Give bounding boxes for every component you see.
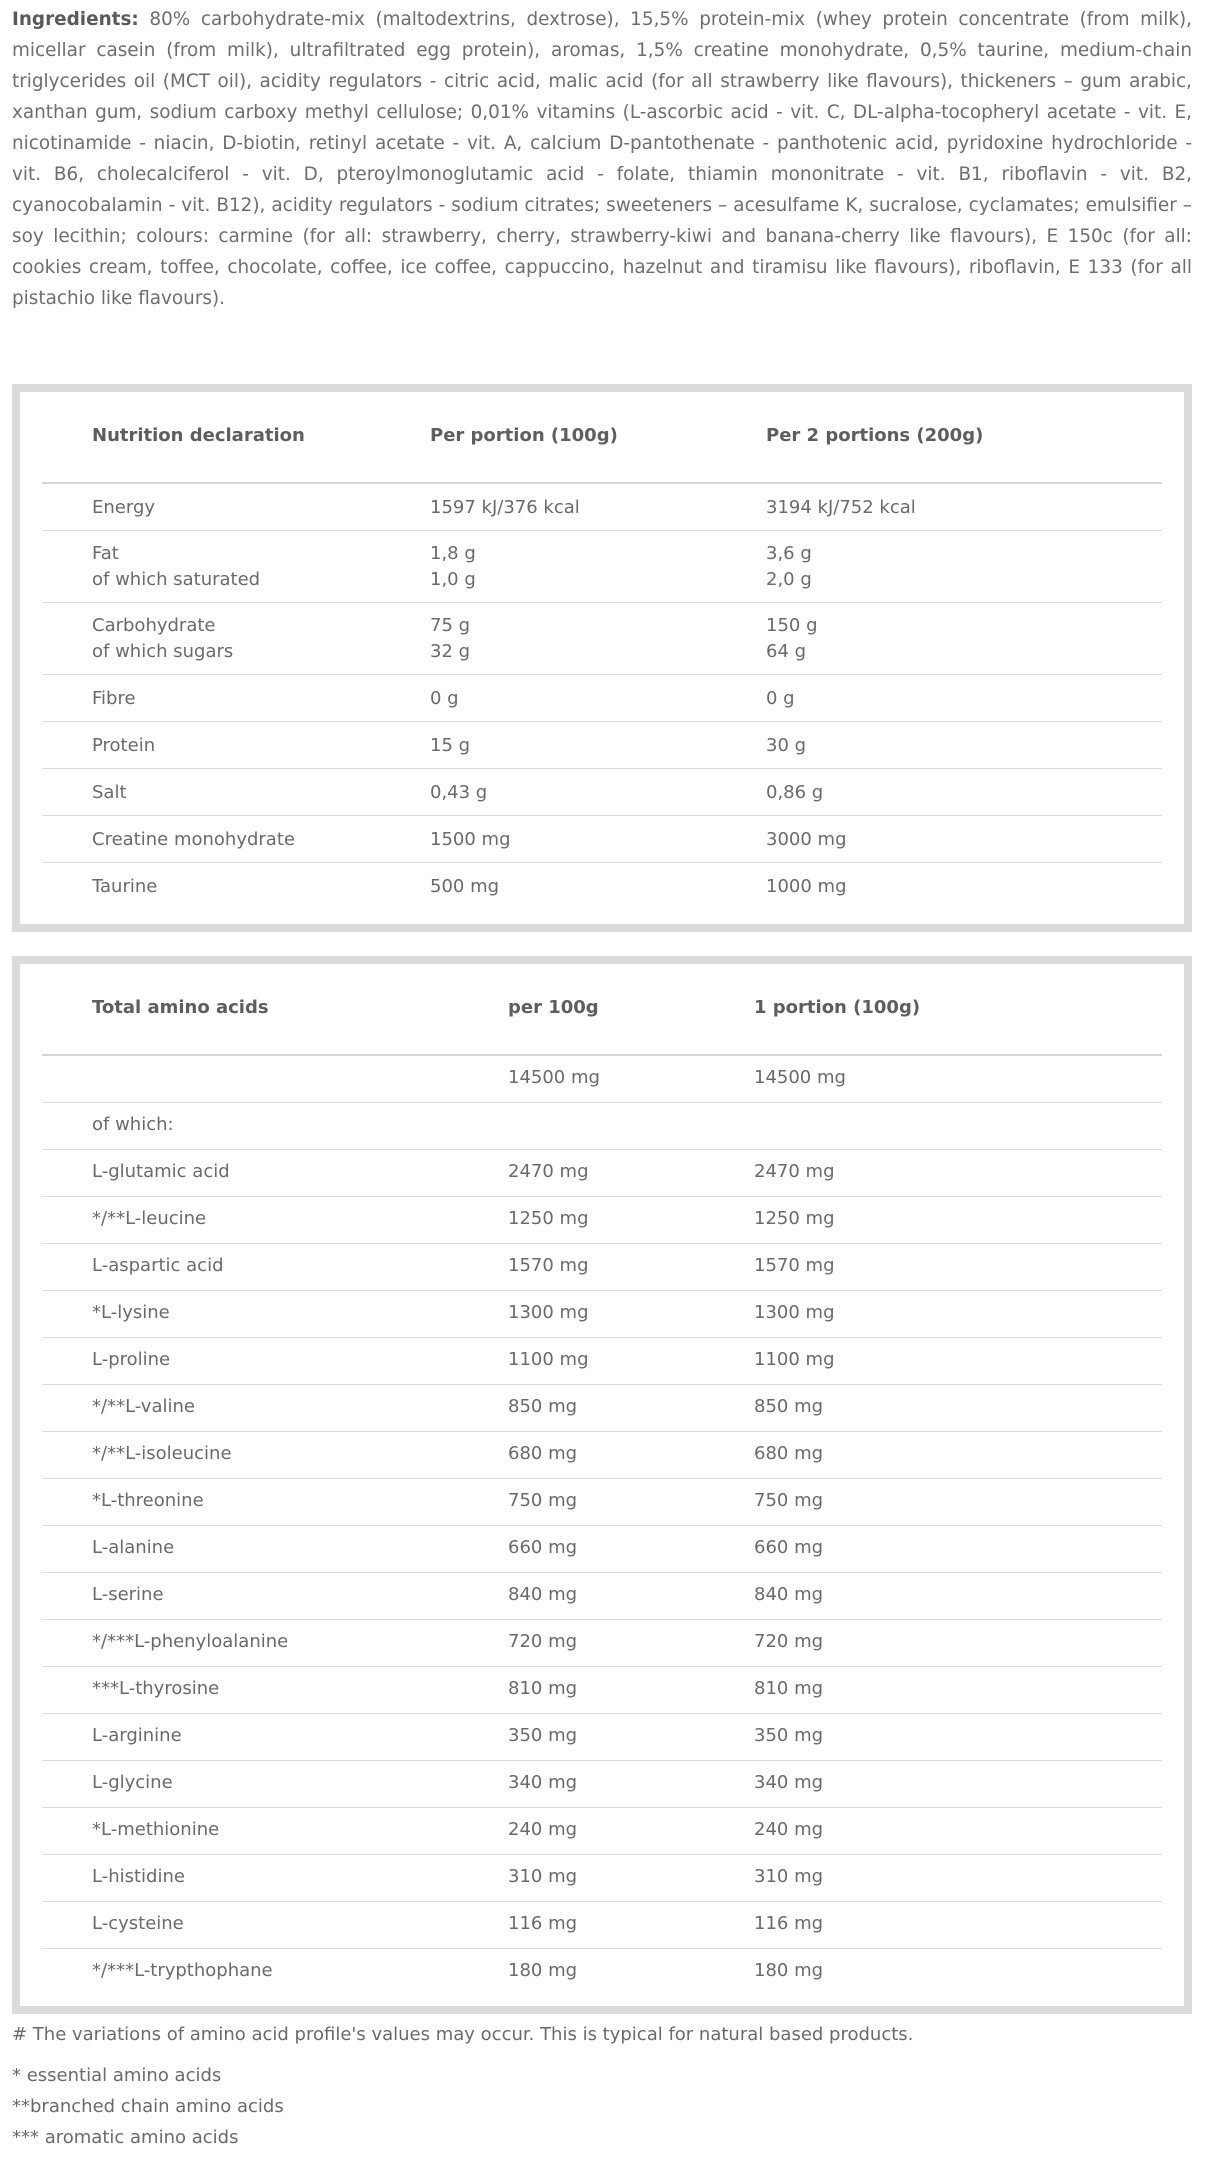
nutrition-row: [42, 769, 1162, 816]
per-2-portions-value-line: 0 g: [766, 688, 795, 709]
footnote-branched: **branched chain amino acids: [12, 2096, 284, 2117]
amino-per-100g: 1250 mg: [508, 1208, 589, 1229]
amino-per-100g: 660 mg: [508, 1537, 578, 1558]
amino-per-portion: 310 mg: [754, 1866, 824, 1887]
per-portion-value: [430, 733, 470, 759]
amino-name: of which:: [92, 1114, 174, 1135]
amino-per-portion: 340 mg: [754, 1772, 824, 1793]
amino-name: ***L-thyrosine: [92, 1678, 220, 1699]
nutrition-row: [42, 531, 1162, 603]
amino-table-body: [42, 964, 1162, 1995]
amino-row: [42, 1291, 1162, 1338]
amino-name: L-arginine: [92, 1725, 182, 1746]
amino-name: L-serine: [92, 1584, 164, 1605]
nutrient-name: [92, 874, 157, 900]
nutrient-name-line: Creatine monohydrate: [92, 829, 295, 850]
amino-name: *L-methionine: [92, 1819, 220, 1840]
amino-per-portion: 750 mg: [754, 1490, 824, 1511]
amino-name: L-alanine: [92, 1537, 175, 1558]
amino-row: [42, 1479, 1162, 1526]
amino-per-portion: 1300 mg: [754, 1302, 835, 1323]
nutrition-row: [42, 484, 1162, 531]
nutrient-name: [92, 613, 233, 665]
footnote-essential: * essential amino acids: [12, 2065, 222, 2086]
amino-per-100g: 2470 mg: [508, 1161, 589, 1182]
nutrient-name-line: of which saturated: [92, 569, 261, 590]
per-portion-value-line: 32 g: [430, 641, 471, 662]
per-portion-value-line: 1500 mg: [430, 829, 511, 850]
header-1-portion: 1 portion (100g): [754, 997, 921, 1018]
amino-row: [42, 1620, 1162, 1667]
per-2-portions-value: [766, 827, 847, 853]
amino-per-100g: 1100 mg: [508, 1349, 589, 1370]
nutrient-name: [92, 780, 127, 806]
per-2-portions-value-line: 2,0 g: [766, 569, 812, 590]
amino-per-100g: 116 mg: [508, 1913, 578, 1934]
header-per-100g: per 100g: [508, 997, 599, 1018]
amino-per-100g: 180 mg: [508, 1960, 578, 1981]
per-portion-value: [430, 686, 459, 712]
amino-acids-table: [12, 956, 1192, 2014]
per-2-portions-value-line: 3,6 g: [766, 543, 812, 564]
amino-name: */**L-valine: [92, 1396, 195, 1417]
footnote-aromatic: *** aromatic amino acids: [12, 2127, 239, 2148]
amino-row: [42, 1244, 1162, 1291]
per-portion-value-line: 500 mg: [430, 876, 500, 897]
amino-per-portion: 810 mg: [754, 1678, 824, 1699]
nutrient-name-line: Protein: [92, 735, 156, 756]
nutrition-row: [42, 816, 1162, 863]
amino-row: [42, 1385, 1162, 1432]
nutrient-name: [92, 541, 260, 593]
amino-per-portion: 840 mg: [754, 1584, 824, 1605]
amino-row: [42, 1902, 1162, 1949]
per-2-portions-value: [766, 874, 847, 900]
amino-row: [42, 1526, 1162, 1573]
amino-row: [42, 1761, 1162, 1808]
amino-per-100g: 350 mg: [508, 1725, 578, 1746]
per-2-portions-value-line: 30 g: [766, 735, 807, 756]
nutrient-name-line: Salt: [92, 782, 127, 803]
nutrient-name-line: Fibre: [92, 688, 136, 709]
amino-name: L-glycine: [92, 1772, 173, 1793]
amino-name: L-aspartic acid: [92, 1255, 224, 1276]
ingredients-text: 80% carbohydrate-mix (maltodextrins, dextrose), 15,5% protein-mix (whey protein concentrate (from milk), micellar casein (from milk), ultrafiltrated egg protein), aromas, 1,5% creatine monohydrate, 0,5% taurine, medium-chain triglycerides oil (MCT oil), acidity regulators - citric acid, malic acid (for all strawberry like flavours), thickeners – gum arabic, xanthan gum, sodium carboxy methyl cellulose; 0,01% vitamins (L-ascorbic acid - vit. C, DL-alpha-tocopheryl acetate - vit. E, nicotinamide - niacin, D-biotin, retinyl acetate - vit. A, calcium D-pantothenate - panthotenic acid, pyridoxine hydrochloride - vit. B6, cholecalciferol - vit. D, pteroylmonoglutamic acid - folate, thiamin mononitrate - vit. B1, riboflavin - vit. B2, cyanocobalamin - vit. B12), acidity regulators - sodium citrates; sweeteners – acesulfame K, sucralose, cyclamates; emulsifier – soy lecithin; colours: carmine (for all: strawberry, cherry, strawberry-kiwi and banana-cherry like flavours), E 150c (for all: cookies cream, toffee, chocolate, coffee, ice coffee, cappuccino, hazelnut and tiramisu like flavours), riboflavin, E 133 (for all pistachio like flavours).: [12, 9, 1192, 309]
amino-name: */***L-trypthophane: [92, 1960, 273, 1981]
amino-row: [42, 1573, 1162, 1620]
amino-per-portion: 680 mg: [754, 1443, 824, 1464]
per-portion-value-line: 0 g: [430, 688, 459, 709]
per-2-portions-value-line: 150 g: [766, 615, 818, 636]
amino-row: [42, 1056, 1162, 1103]
amino-per-portion: 850 mg: [754, 1396, 824, 1417]
per-2-portions-value: [766, 613, 818, 665]
amino-per-portion: 350 mg: [754, 1725, 824, 1746]
nutrition-table-body: [42, 392, 1162, 909]
per-2-portions-value: [766, 541, 812, 593]
per-portion-value-line: 1,0 g: [430, 569, 476, 590]
nutrient-name: [92, 733, 155, 759]
nutrition-table: [12, 384, 1192, 932]
amino-header-row: [42, 964, 1162, 1056]
amino-per-portion: 660 mg: [754, 1537, 824, 1558]
per-2-portions-value: [766, 733, 806, 759]
per-portion-value-line: 1,8 g: [430, 543, 476, 564]
amino-name: */**L-isoleucine: [92, 1443, 232, 1464]
amino-row: [42, 1150, 1162, 1197]
nutrition-row: [42, 675, 1162, 722]
amino-per-100g: 1300 mg: [508, 1302, 589, 1323]
amino-per-100g: 720 mg: [508, 1631, 578, 1652]
amino-per-100g: 750 mg: [508, 1490, 578, 1511]
ingredients-label: Ingredients:: [12, 9, 139, 30]
amino-row: [42, 1338, 1162, 1385]
amino-per-100g: 240 mg: [508, 1819, 578, 1840]
per-portion-value: [430, 495, 580, 521]
amino-per-portion: 240 mg: [754, 1819, 824, 1840]
per-portion-value: [430, 541, 476, 593]
per-2-portions-value: [766, 495, 916, 521]
amino-name: L-glutamic acid: [92, 1161, 230, 1182]
nutrient-name-line: Taurine: [92, 876, 158, 897]
nutrient-name: [92, 686, 136, 712]
amino-per-100g: 1570 mg: [508, 1255, 589, 1276]
amino-per-100g: 850 mg: [508, 1396, 578, 1417]
nutrition-header-row: [42, 392, 1162, 484]
amino-per-portion: 2470 mg: [754, 1161, 835, 1182]
amino-per-100g: 340 mg: [508, 1772, 578, 1793]
amino-row: [42, 1714, 1162, 1761]
header-per-portion: Per portion (100g): [430, 425, 618, 446]
amino-per-100g: 14500 mg: [508, 1067, 600, 1088]
amino-row: [42, 1949, 1162, 1995]
amino-name: L-histidine: [92, 1866, 185, 1887]
amino-name: */***L-phenyloalanine: [92, 1631, 289, 1652]
header-total-amino-acids: Total amino acids: [92, 997, 269, 1018]
per-2-portions-value: [766, 686, 795, 712]
amino-name: *L-lysine: [92, 1302, 170, 1323]
per-2-portions-value: [766, 780, 823, 806]
amino-per-100g: 810 mg: [508, 1678, 578, 1699]
per-2-portions-value-line: 3000 mg: [766, 829, 847, 850]
per-portion-value-line: 75 g: [430, 615, 471, 636]
amino-name: L-cysteine: [92, 1913, 184, 1934]
amino-per-100g: 680 mg: [508, 1443, 578, 1464]
footnote-variation: # The variations of amino acid profile's values may occur. This is typical for natural based products.: [12, 2024, 914, 2045]
per-portion-value: [430, 780, 487, 806]
amino-per-portion: 720 mg: [754, 1631, 824, 1652]
per-portion-value-line: 1597 kJ/376 kcal: [430, 497, 580, 518]
amino-name: L-proline: [92, 1349, 171, 1370]
amino-row: [42, 1197, 1162, 1244]
per-portion-value: [430, 827, 511, 853]
per-2-portions-value-line: 64 g: [766, 641, 807, 662]
amino-row: [42, 1103, 1162, 1150]
amino-row: [42, 1808, 1162, 1855]
ingredients-paragraph: [12, 4, 1192, 314]
amino-name: *L-threonine: [92, 1490, 204, 1511]
nutrient-name-line: Energy: [92, 497, 156, 518]
header-nutrition-declaration: Nutrition declaration: [92, 425, 305, 446]
amino-row: [42, 1667, 1162, 1714]
per-portion-value-line: 15 g: [430, 735, 471, 756]
per-2-portions-value-line: 0,86 g: [766, 782, 824, 803]
nutrient-name-line: of which sugars: [92, 641, 234, 662]
header-per-2-portions: Per 2 portions (200g): [766, 425, 984, 446]
amino-per-portion: 1570 mg: [754, 1255, 835, 1276]
nutrient-name-line: Carbohydrate: [92, 615, 216, 636]
nutrition-row: [42, 863, 1162, 909]
amino-per-100g: 840 mg: [508, 1584, 578, 1605]
amino-per-portion: 1250 mg: [754, 1208, 835, 1229]
per-2-portions-value-line: 1000 mg: [766, 876, 847, 897]
amino-row: [42, 1855, 1162, 1902]
amino-per-100g: 310 mg: [508, 1866, 578, 1887]
amino-per-portion: 14500 mg: [754, 1067, 846, 1088]
per-portion-value: [430, 613, 470, 665]
per-2-portions-value-line: 3194 kJ/752 kcal: [766, 497, 916, 518]
amino-name: */**L-leucine: [92, 1208, 207, 1229]
nutrient-name-line: Fat: [92, 543, 119, 564]
amino-row: [42, 1432, 1162, 1479]
amino-per-portion: 116 mg: [754, 1913, 824, 1934]
nutrition-row: [42, 603, 1162, 675]
per-portion-value-line: 0,43 g: [430, 782, 488, 803]
nutrient-name: [92, 827, 295, 853]
nutrition-row: [42, 722, 1162, 769]
per-portion-value: [430, 874, 499, 900]
nutrient-name: [92, 495, 155, 521]
amino-per-portion: 1100 mg: [754, 1349, 835, 1370]
amino-per-portion: 180 mg: [754, 1960, 824, 1981]
